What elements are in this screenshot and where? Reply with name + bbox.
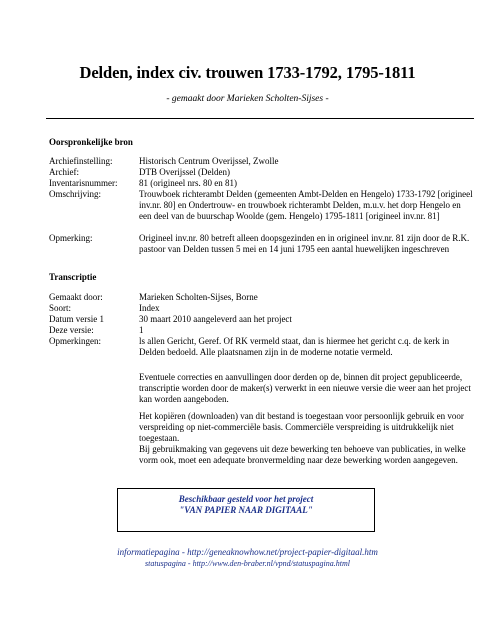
source-heading: Oorspronkelijke bron (49, 137, 133, 147)
transcript-value-opmerkingen: ls allen Gericht, Geref. Of RK vermeld staat, dan is hiermee het gericht c.q. de kerk in Delden bedoeld. Alle plaatsnamen zijn in de moderne notatie vermeld. (139, 336, 450, 357)
status-page-link[interactable]: statuspagina - http://www.den-braber.nl/vpnd/statuspagina.html (145, 559, 350, 568)
copy-paragraph: Het kopiëren (downloaden) van dit bestand is toegestaan voor persoonlijk gebruik en voor verspreiding op niet-commerciële basis. Commerciële verspreiding is uitdrukkelijk niet toegestaan. (139, 411, 464, 443)
citation-paragraph: Bij gebruikmaking van gegevens uit deze bewerking ten behoeve van publicaties, in welke vorm ook, moet een adequate bronvermelding naar deze bewerking worden aangegeven. (139, 444, 466, 465)
source-label-inventarisnummer: Inventarisnummer: (49, 178, 118, 188)
source-label-archief: Archief: (49, 167, 79, 177)
info-page-link[interactable]: informatiepagina - http://geneaknowhow.net/project-papier-digitaal.htm (117, 547, 378, 557)
project-box-line2: "VAN PAPIER NAAR DIGITAAL" (179, 505, 313, 515)
transcript-label-gemaakt-door: Gemaakt door: (49, 292, 103, 302)
transcript-label-soort: Soort: (49, 303, 72, 313)
transcript-value-gemaakt-door: Marieken Scholten-Sijses, Borne (139, 292, 258, 302)
source-value-inventarisnummer: 81 (origineel nrs. 80 en 81) (139, 178, 237, 188)
transcript-value-datum-versie: 30 maart 2010 aangeleverd aan het project (139, 314, 292, 324)
source-label-opmerking: Opmerking: (49, 233, 93, 243)
transcript-label-opmerkingen: Opmerkingen: (49, 336, 101, 346)
transcript-label-datum-versie: Datum versie 1 (49, 314, 104, 324)
correction-paragraph: Eventuele correcties en aanvullingen door derden op de, binnen dit project gepubliceerde, transcriptie worden door de maker(s) verwerkt in een nieuwe versie die weer aan het project kan worden aangeboden. (139, 372, 471, 404)
source-value-archiefinstelling: Historisch Centrum Overijssel, Zwolle (139, 156, 279, 166)
document-title: Delden, index civ. trouwen 1733-1792, 1795-1811 (79, 63, 416, 82)
source-value-opmerking: Origineel inv.nr. 80 betreft alleen doopsgezinden en in origineel inv.nr. 81 zijn door de R.K. pastoor van Delden tussen 5 mei en 14 juni 1795 een aantal huewelijken ingeschreven (139, 233, 470, 254)
source-label-archiefinstelling: Archiefinstelling: (49, 156, 113, 166)
project-box-line1: Beschikbaar gesteld voor het project (178, 494, 314, 504)
source-label-omschrijving: Omschrijving: (49, 189, 101, 199)
source-value-omschrijving: Trouwboek richterambt Delden (gemeenten Ambt-Delden en Hengelo) 1733-1792 [origineel inv.nr. 80] en Ondertrouw- en trouwboek richterambt Delden, m.u.v. het dorp Hengelo en een deel van de buurschap Woolde (gem. Hengelo) 1795-1811 [origineel inv.nr. 81] (139, 189, 473, 221)
transcript-heading: Transcriptie (49, 272, 97, 282)
divider-line (46, 118, 474, 119)
transcript-value-deze-versie: 1 (139, 325, 144, 335)
transcript-label-deze-versie: Deze versie: (49, 325, 94, 335)
document-subtitle: - gemaakt door Marieken Scholten-Sijses - (166, 94, 329, 104)
transcript-value-soort: Index (139, 303, 160, 313)
source-value-archief: DTB Overijssel (Delden) (139, 167, 230, 177)
